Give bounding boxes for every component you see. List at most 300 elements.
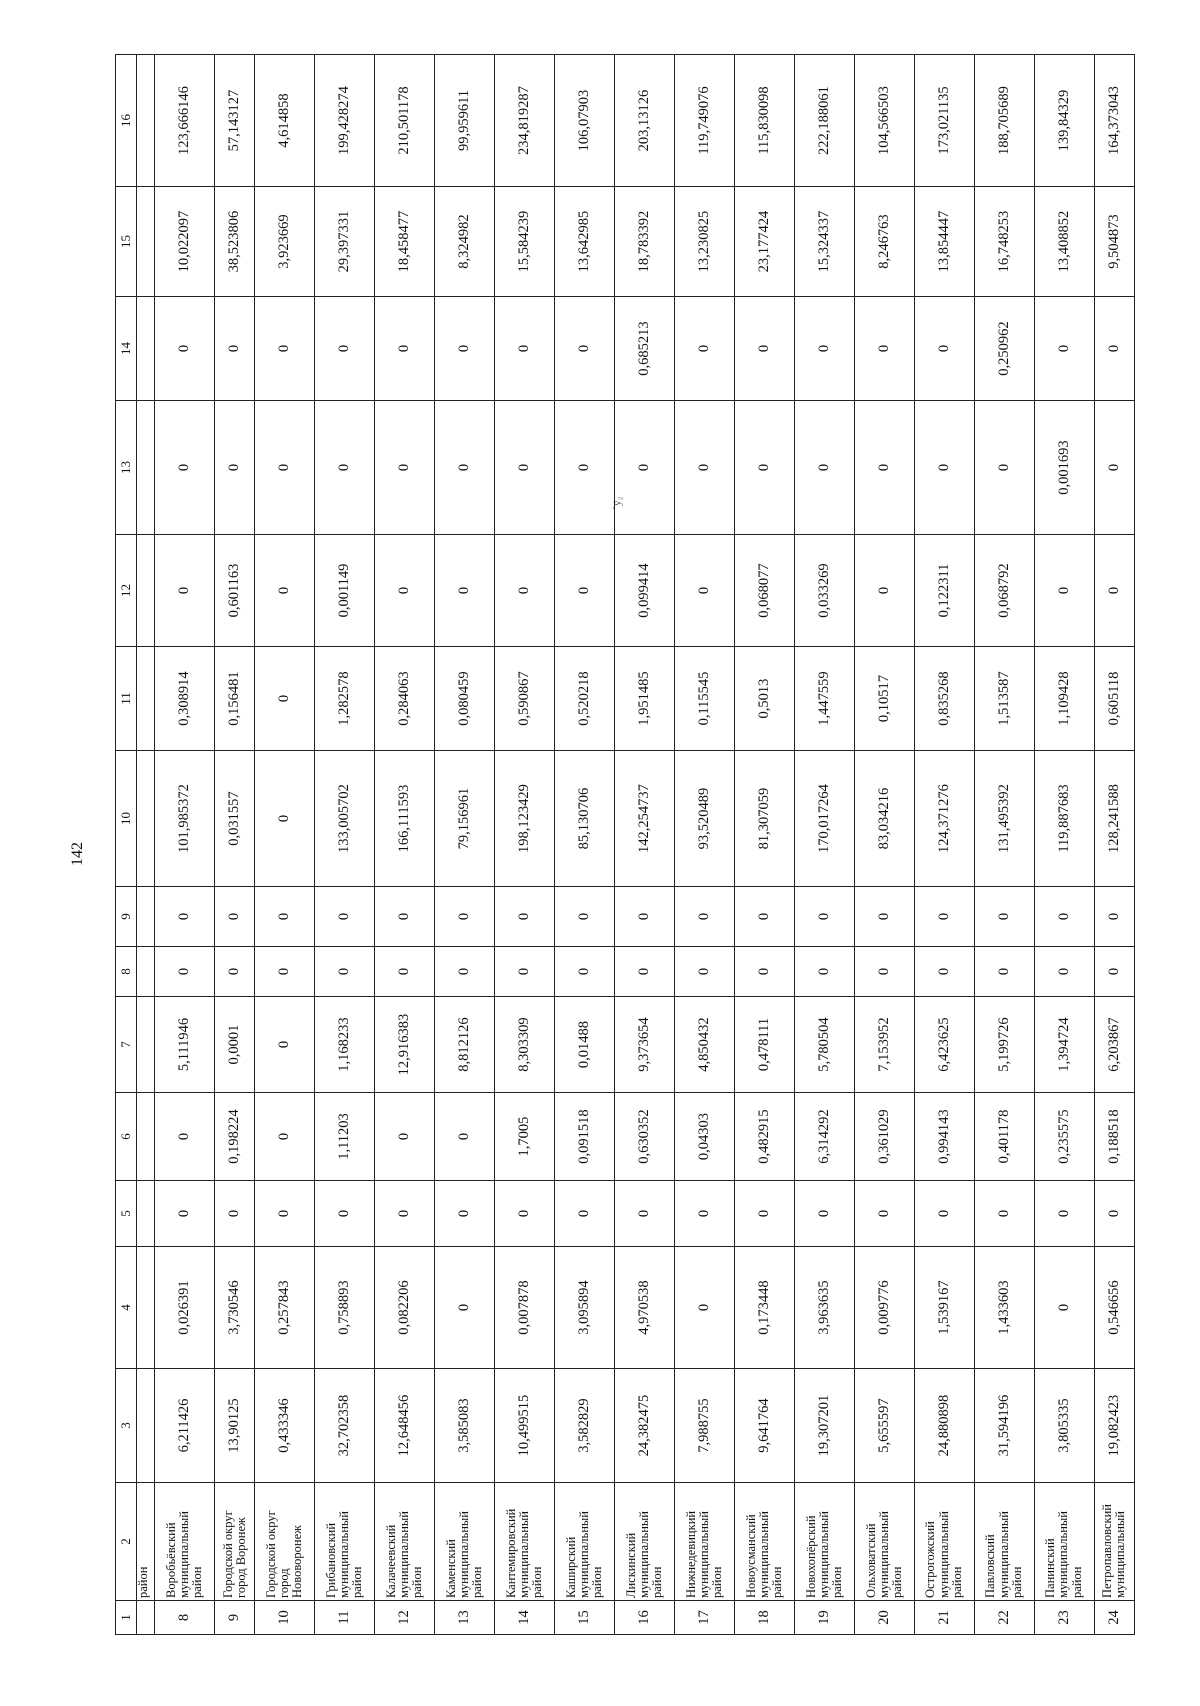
value-cell: 0,026391: [155, 1247, 215, 1369]
value-cell: 0: [794, 401, 854, 535]
row-number: 13: [435, 1601, 495, 1635]
value-cell: 0,156481: [214, 647, 254, 751]
table-row: [214, 55, 254, 1635]
column-header: 9: [116, 887, 137, 947]
value-cell: 79,156961: [435, 751, 495, 887]
value-cell: 0: [214, 297, 254, 401]
value-cell: 0: [155, 887, 215, 947]
value-cell: 0: [1094, 947, 1134, 997]
value-cell: 0: [255, 887, 315, 947]
value-cell: 0: [794, 1181, 854, 1247]
value-cell: 0: [914, 1181, 974, 1247]
value-cell: 0: [435, 1247, 495, 1369]
value-cell: 0: [375, 1093, 435, 1181]
value-cell: 0: [1094, 887, 1134, 947]
value-cell: 23,177424: [734, 187, 794, 297]
value-cell: 0: [854, 1181, 914, 1247]
data-table-rotated: [115, 55, 1135, 1635]
value-cell: 0,007878: [495, 1247, 555, 1369]
value-cell: 0: [435, 297, 495, 401]
value-cell: 1,282578: [315, 647, 375, 751]
value-cell: 1,109428: [1034, 647, 1094, 751]
value-cell: 0,235575: [1034, 1093, 1094, 1181]
stray-mark: `ý₂: [611, 496, 624, 510]
district-name: Городской округ город Воронеж: [214, 1483, 254, 1601]
district-name: Панинский муниципальный район: [1034, 1483, 1094, 1601]
value-cell: 0,590867: [495, 647, 555, 751]
table-body: [137, 55, 1135, 1635]
column-header: 8: [116, 947, 137, 997]
row-number: 15: [555, 1601, 615, 1635]
value-cell: 0,01488: [555, 997, 615, 1093]
value-cell: 0,482915: [734, 1093, 794, 1181]
value-cell: 8,324982: [435, 187, 495, 297]
data-table: [115, 54, 1135, 1635]
value-cell: 0: [375, 947, 435, 997]
value-cell: 0,250962: [974, 297, 1034, 401]
value-cell: 0: [315, 1181, 375, 1247]
district-name: Ольховатский муниципальный район: [854, 1483, 914, 1601]
value-cell: 3,585083: [435, 1369, 495, 1483]
continuation-cell: [137, 1601, 155, 1635]
value-cell: 0,082206: [375, 1247, 435, 1369]
value-cell: 128,241588: [1094, 751, 1134, 887]
table-row: [1094, 55, 1134, 1635]
value-cell: 0,257843: [255, 1247, 315, 1369]
row-number: 19: [794, 1601, 854, 1635]
value-cell: 0,122311: [914, 535, 974, 647]
value-cell: 0: [435, 401, 495, 535]
table-row: [854, 55, 914, 1635]
column-header: 15: [116, 187, 137, 297]
column-header: 3: [116, 1369, 137, 1483]
value-cell: 1,951485: [615, 647, 675, 751]
value-cell: 10,499515: [495, 1369, 555, 1483]
table-row: [155, 55, 215, 1635]
column-header: 6: [116, 1093, 137, 1181]
value-cell: 0: [255, 297, 315, 401]
value-cell: 0: [435, 887, 495, 947]
table-row: [974, 55, 1034, 1635]
value-cell: 0,04303: [674, 1093, 734, 1181]
district-name: Каширский муниципальный район: [555, 1483, 615, 1601]
value-cell: 0: [1034, 1181, 1094, 1247]
value-cell: 0: [854, 887, 914, 947]
value-cell: 1,394724: [1034, 997, 1094, 1093]
value-cell: 8,303309: [495, 997, 555, 1093]
value-cell: 0,173448: [734, 1247, 794, 1369]
value-cell: 13,408852: [1034, 187, 1094, 297]
column-header: 5: [116, 1181, 137, 1247]
table-row: [315, 55, 375, 1635]
value-cell: 19,307201: [794, 1369, 854, 1483]
row-number: 20: [854, 1601, 914, 1635]
value-cell: 0: [615, 401, 675, 535]
district-name: Воробьёвский муниципальный район: [155, 1483, 215, 1601]
table-row: [495, 55, 555, 1635]
value-cell: 15,324337: [794, 187, 854, 297]
value-cell: 0,10517: [854, 647, 914, 751]
row-number: 11: [315, 1601, 375, 1635]
value-cell: 4,850432: [674, 997, 734, 1093]
value-cell: 0: [214, 401, 254, 535]
value-cell: 0: [1034, 535, 1094, 647]
value-cell: 0: [375, 535, 435, 647]
value-cell: 0: [495, 401, 555, 535]
value-cell: 0,091518: [555, 1093, 615, 1181]
value-cell: 0: [1034, 947, 1094, 997]
value-cell: 0,546656: [1094, 1247, 1134, 1369]
value-cell: 8,812126: [435, 997, 495, 1093]
district-name: Новоусманский муниципальный район: [734, 1483, 794, 1601]
district-name: Каменский муниципальный район: [435, 1483, 495, 1601]
table-row: [1034, 55, 1094, 1635]
value-cell: 0: [854, 401, 914, 535]
value-cell: 0: [1034, 887, 1094, 947]
value-cell: 8,246763: [854, 187, 914, 297]
value-cell: 106,07903: [555, 55, 615, 187]
value-cell: 0: [435, 1093, 495, 1181]
column-header: 16: [116, 55, 137, 187]
value-cell: 0,994143: [914, 1093, 974, 1181]
district-name: Павловский муниципальный район: [974, 1483, 1034, 1601]
value-cell: 0: [495, 535, 555, 647]
value-cell: 32,702358: [315, 1369, 375, 1483]
column-header: 13: [116, 401, 137, 535]
value-cell: 0: [734, 1181, 794, 1247]
district-name: Нижнедевицкий муниципальный район: [674, 1483, 734, 1601]
column-header: 2: [116, 1483, 137, 1601]
value-cell: 222,188061: [794, 55, 854, 187]
value-cell: 0,520218: [555, 647, 615, 751]
value-cell: 0,361029: [854, 1093, 914, 1181]
value-cell: 0,433346: [255, 1369, 315, 1483]
value-cell: 0: [794, 887, 854, 947]
value-cell: 0: [255, 997, 315, 1093]
value-cell: 123,666146: [155, 55, 215, 187]
district-name: Калачеевский муниципальный район: [375, 1483, 435, 1601]
value-cell: 3,095894: [555, 1247, 615, 1369]
value-cell: 99,959611: [435, 55, 495, 187]
value-cell: 93,520489: [674, 751, 734, 887]
value-cell: 57,143127: [214, 55, 254, 187]
value-cell: 0: [555, 1181, 615, 1247]
value-cell: 0: [375, 1181, 435, 1247]
district-name: Новохопёрский муниципальный район: [794, 1483, 854, 1601]
value-cell: 0: [914, 947, 974, 997]
value-cell: 119,749076: [674, 55, 734, 187]
value-cell: 0,068077: [734, 535, 794, 647]
value-cell: 0,080459: [435, 647, 495, 751]
value-cell: 5,780504: [794, 997, 854, 1093]
value-cell: 13,642985: [555, 187, 615, 297]
row-number: 9: [214, 1601, 254, 1635]
value-cell: 0: [734, 887, 794, 947]
value-cell: 9,373654: [615, 997, 675, 1093]
value-cell: 38,523806: [214, 187, 254, 297]
value-cell: 0: [1094, 401, 1134, 535]
value-cell: 0,099414: [615, 535, 675, 647]
value-cell: 24,382475: [615, 1369, 675, 1483]
value-cell: 0: [734, 297, 794, 401]
value-cell: 0,188518: [1094, 1093, 1134, 1181]
row-number: 17: [674, 1601, 734, 1635]
value-cell: 15,584239: [495, 187, 555, 297]
value-cell: 0: [155, 947, 215, 997]
value-cell: 18,783392: [615, 187, 675, 297]
value-cell: 0: [1094, 297, 1134, 401]
value-cell: 12,916383: [375, 997, 435, 1093]
value-cell: 13,90125: [214, 1369, 254, 1483]
value-cell: 13,854447: [914, 187, 974, 297]
district-name: Городской округ город Нововоронеж: [255, 1483, 315, 1601]
value-cell: 0: [155, 297, 215, 401]
row-number: 12: [375, 1601, 435, 1635]
value-cell: 115,830098: [734, 55, 794, 187]
district-name: Петропавловский муниципальный: [1094, 1483, 1134, 1601]
value-cell: 0: [435, 947, 495, 997]
value-cell: 0: [255, 535, 315, 647]
value-cell: 9,641764: [734, 1369, 794, 1483]
value-cell: 4,614858: [255, 55, 315, 187]
column-header: 12: [116, 535, 137, 647]
district-name: Лискинский муниципальный район: [615, 1483, 675, 1601]
row-number: 21: [914, 1601, 974, 1635]
value-cell: 0: [974, 947, 1034, 997]
table-row: [674, 55, 734, 1635]
value-cell: 170,017264: [794, 751, 854, 887]
value-cell: 7,988755: [674, 1369, 734, 1483]
value-cell: 0: [914, 887, 974, 947]
value-cell: 0,284063: [375, 647, 435, 751]
value-cell: 0: [495, 297, 555, 401]
value-cell: 0: [495, 947, 555, 997]
page-number: 142: [69, 842, 86, 866]
value-cell: 0: [214, 1181, 254, 1247]
value-cell: 0: [555, 947, 615, 997]
value-cell: 0: [255, 401, 315, 535]
value-cell: 101,985372: [155, 751, 215, 887]
value-cell: 0: [674, 401, 734, 535]
value-cell: 0,033269: [794, 535, 854, 647]
value-cell: 0,031557: [214, 751, 254, 887]
column-header: 1: [116, 1601, 137, 1635]
value-cell: 0: [555, 887, 615, 947]
value-cell: 0: [315, 947, 375, 997]
row-number: 8: [155, 1601, 215, 1635]
value-cell: 24,880898: [914, 1369, 974, 1483]
value-cell: 3,923669: [255, 187, 315, 297]
value-cell: 131,495392: [974, 751, 1034, 887]
column-header: 7: [116, 997, 137, 1093]
value-cell: 3,730546: [214, 1247, 254, 1369]
value-cell: 0: [255, 1093, 315, 1181]
value-cell: 0,001693: [1034, 401, 1094, 535]
value-cell: 199,428274: [315, 55, 375, 187]
value-cell: 1,513587: [974, 647, 1034, 751]
value-cell: 0,0001: [214, 997, 254, 1093]
value-cell: 0,758893: [315, 1247, 375, 1369]
value-cell: 0: [555, 297, 615, 401]
column-header: 4: [116, 1247, 137, 1369]
value-cell: 210,501178: [375, 55, 435, 187]
value-cell: 0,009776: [854, 1247, 914, 1369]
row-number: 10: [255, 1601, 315, 1635]
value-cell: 0: [674, 887, 734, 947]
table-row: [615, 55, 675, 1635]
value-cell: 6,314292: [794, 1093, 854, 1181]
value-cell: 31,594196: [974, 1369, 1034, 1483]
value-cell: 0: [155, 401, 215, 535]
value-cell: 29,397331: [315, 187, 375, 297]
value-cell: 7,153952: [854, 997, 914, 1093]
table-row: [914, 55, 974, 1635]
value-cell: 0: [794, 947, 854, 997]
value-cell: 10,022097: [155, 187, 215, 297]
value-cell: 3,582829: [555, 1369, 615, 1483]
value-cell: 0: [155, 535, 215, 647]
value-cell: 133,005702: [315, 751, 375, 887]
value-cell: 0: [854, 297, 914, 401]
value-cell: 12,648456: [375, 1369, 435, 1483]
row-number: 24: [1094, 1601, 1134, 1635]
value-cell: 1,7005: [495, 1093, 555, 1181]
value-cell: 1,539167: [914, 1247, 974, 1369]
table-row: [794, 55, 854, 1635]
value-cell: 0: [555, 535, 615, 647]
value-cell: 198,123429: [495, 751, 555, 887]
value-cell: 0,115545: [674, 647, 734, 751]
value-cell: 1,447559: [794, 647, 854, 751]
row-number: 16: [615, 1601, 675, 1635]
value-cell: 0: [734, 401, 794, 535]
value-cell: 0: [674, 1181, 734, 1247]
value-cell: 0: [674, 297, 734, 401]
value-cell: 18,458477: [375, 187, 435, 297]
value-cell: 0,685213: [615, 297, 675, 401]
value-cell: 173,021135: [914, 55, 974, 187]
value-cell: 139,84329: [1034, 55, 1094, 187]
column-header: 10: [116, 751, 137, 887]
value-cell: 0: [1034, 1247, 1094, 1369]
value-cell: 0: [435, 1181, 495, 1247]
value-cell: 0: [794, 297, 854, 401]
value-cell: 0: [615, 947, 675, 997]
value-cell: 119,887683: [1034, 751, 1094, 887]
value-cell: 0,198224: [214, 1093, 254, 1181]
value-cell: 6,423625: [914, 997, 974, 1093]
value-cell: 0: [734, 947, 794, 997]
value-cell: 0: [674, 947, 734, 997]
value-cell: 0,401178: [974, 1093, 1034, 1181]
value-cell: 1,168233: [315, 997, 375, 1093]
value-cell: 0,630352: [615, 1093, 675, 1181]
value-cell: 0: [375, 401, 435, 535]
row-number: 23: [1034, 1601, 1094, 1635]
value-cell: 0: [315, 297, 375, 401]
value-cell: 0: [315, 401, 375, 535]
row-number: 14: [495, 1601, 555, 1635]
value-cell: 85,130706: [555, 751, 615, 887]
continuation-row: [137, 55, 155, 1635]
value-cell: 0,001149: [315, 535, 375, 647]
value-cell: 164,373043: [1094, 55, 1134, 187]
value-cell: 13,230825: [674, 187, 734, 297]
value-cell: 166,111593: [375, 751, 435, 887]
value-cell: 3,805335: [1034, 1369, 1094, 1483]
value-cell: 0: [674, 535, 734, 647]
value-cell: 1,11203: [315, 1093, 375, 1181]
value-cell: 124,371276: [914, 751, 974, 887]
value-cell: 0: [435, 535, 495, 647]
value-cell: 0: [615, 1181, 675, 1247]
district-name: Острогожский муниципальный район: [914, 1483, 974, 1601]
value-cell: 0: [255, 1181, 315, 1247]
column-header: 11: [116, 647, 137, 751]
table-row: [255, 55, 315, 1635]
value-cell: 0: [375, 887, 435, 947]
value-cell: 0: [214, 947, 254, 997]
column-header: 14: [116, 297, 137, 401]
table-row: [555, 55, 615, 1635]
value-cell: 6,211426: [155, 1369, 215, 1483]
value-cell: 0: [155, 1181, 215, 1247]
value-cell: 0: [255, 947, 315, 997]
value-cell: 0: [214, 887, 254, 947]
district-name: Кантемировский муниципальный район: [495, 1483, 555, 1601]
value-cell: 203,13126: [615, 55, 675, 187]
value-cell: 0: [854, 947, 914, 997]
value-cell: 4,970538: [615, 1247, 675, 1369]
value-cell: 0: [315, 887, 375, 947]
value-cell: 0,308914: [155, 647, 215, 751]
value-cell: 0,068792: [974, 535, 1034, 647]
value-cell: 5,111946: [155, 997, 215, 1093]
value-cell: 0,478111: [734, 997, 794, 1093]
value-cell: 0,5013: [734, 647, 794, 751]
value-cell: 0: [555, 401, 615, 535]
value-cell: 0: [375, 297, 435, 401]
value-cell: 188,705689: [974, 55, 1034, 187]
value-cell: 0: [914, 297, 974, 401]
value-cell: 5,655597: [854, 1369, 914, 1483]
value-cell: 0: [974, 1181, 1034, 1247]
table-row: [435, 55, 495, 1635]
header-row: [116, 55, 137, 1635]
value-cell: 0: [914, 401, 974, 535]
value-cell: 0: [974, 887, 1034, 947]
value-cell: 6,203867: [1094, 997, 1134, 1093]
value-cell: 0: [1034, 297, 1094, 401]
value-cell: 9,504873: [1094, 187, 1134, 297]
value-cell: 16,748253: [974, 187, 1034, 297]
value-cell: 104,566503: [854, 55, 914, 187]
table-row: [375, 55, 435, 1635]
value-cell: 0: [495, 887, 555, 947]
value-cell: 5,199726: [974, 997, 1034, 1093]
value-cell: 83,034216: [854, 751, 914, 887]
district-name: Грибановский муниципальный район: [315, 1483, 375, 1601]
value-cell: 0: [854, 535, 914, 647]
value-cell: 0: [1094, 535, 1134, 647]
value-cell: 3,963635: [794, 1247, 854, 1369]
value-cell: 0: [674, 1247, 734, 1369]
value-cell: 0: [255, 647, 315, 751]
value-cell: 0: [974, 401, 1034, 535]
continuation-label: район: [137, 1483, 155, 1601]
value-cell: 0: [615, 887, 675, 947]
value-cell: 142,254737: [615, 751, 675, 887]
